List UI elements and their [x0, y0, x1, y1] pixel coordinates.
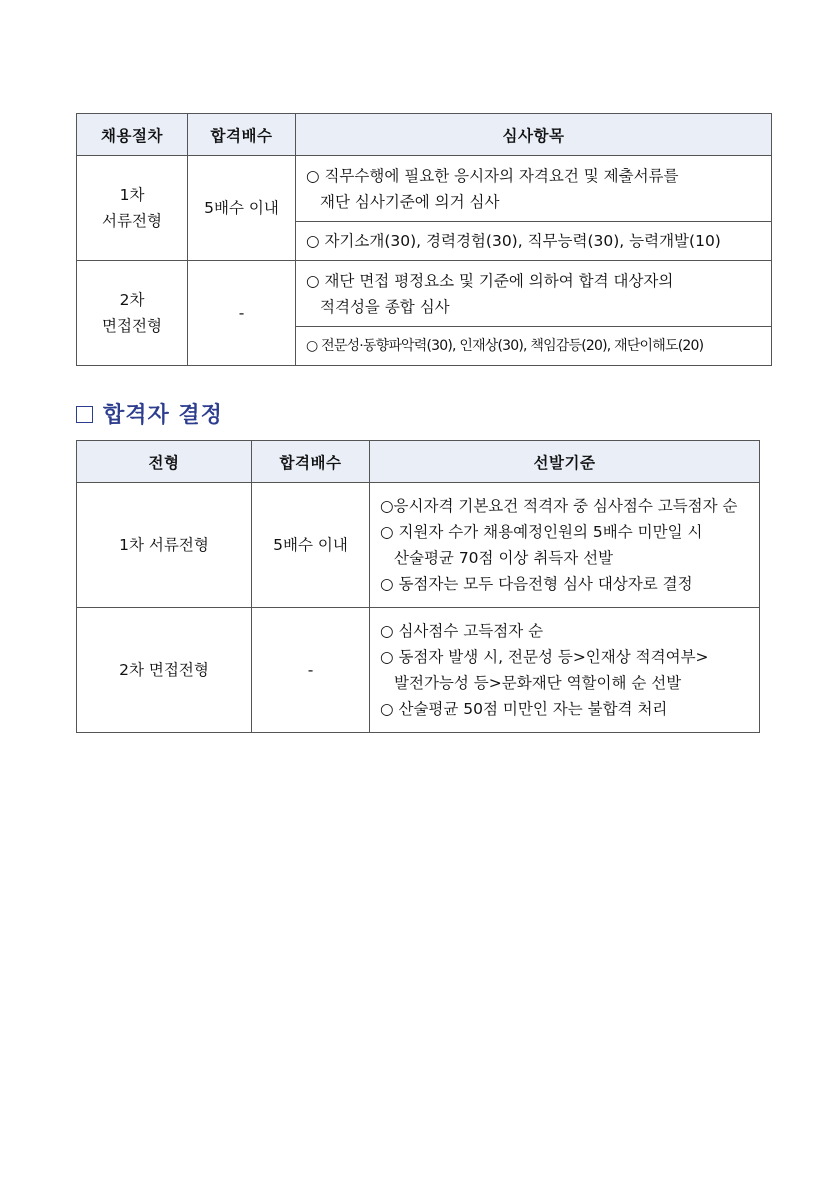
stage-name: 면접전형 — [102, 317, 162, 335]
stage-cell — [77, 156, 188, 261]
stage-cell — [77, 261, 188, 366]
item-sub: ○ 자기소개(30), 경력경험(30), 직무능력(30), 능력개발(10) — [296, 222, 772, 261]
section-title: 합격자 결정 — [76, 398, 223, 429]
item-main: ○ 직무수행에 필요한 응시자의 자격요건 및 제출서류를 재단 심사기준에 의거 심사 — [296, 156, 772, 222]
stage-cell: 1차 서류전형 — [77, 483, 252, 608]
criteria-cell: ○응시자격 기본요건 적격자 중 심사점수 고득점자 순 ○ 지원자 수가 채용예정인원의 5배수 미만일 시 산술평균 70점 이상 취득자 선발 ○ 동점자는 모두 다음전형 심사 대상자로 결정 — [370, 483, 760, 608]
multiple-cell: 5배수 이내 — [188, 156, 296, 261]
table-row — [77, 261, 772, 327]
selection-decision-table — [76, 440, 760, 733]
table-row — [77, 608, 760, 733]
screening-procedure-table — [76, 113, 772, 366]
multiple-cell: 5배수 이내 — [252, 483, 370, 608]
item-main: ○ 재단 면접 평정요소 및 기준에 의하여 합격 대상자의 적격성을 종합 심사 — [296, 261, 772, 327]
stage-number: 1차 — [119, 186, 145, 204]
item-sub: ○ 전문성·동향파악력(30), 인재상(30), 책임감등(20), 재단이해도(20) — [296, 327, 772, 366]
checkbox-bullet-icon — [76, 406, 93, 423]
header-procedure: 채용절차 — [77, 114, 188, 156]
header-criteria: 선발기준 — [370, 441, 760, 483]
stage-name: 서류전형 — [102, 212, 162, 230]
header-items: 심사항목 — [296, 114, 772, 156]
stage-cell: 2차 면접전형 — [77, 608, 252, 733]
header-multiple: 합격배수 — [188, 114, 296, 156]
multiple-cell: - — [252, 608, 370, 733]
multiple-cell: - — [188, 261, 296, 366]
table-header-row — [77, 114, 772, 156]
table-row — [77, 156, 772, 222]
table-header-row — [77, 441, 760, 483]
criteria-cell: ○ 심사점수 고득점자 순 ○ 동점자 발생 시, 전문성 등>인재상 적격여부> 발전가능성 등>문화재단 역할이해 순 선발 ○ 산술평균 50점 미만인 자는 불합격 처리 — [370, 608, 760, 733]
header-stage: 전형 — [77, 441, 252, 483]
table-row — [77, 483, 760, 608]
stage-number: 2차 — [119, 291, 145, 309]
header-multiple: 합격배수 — [252, 441, 370, 483]
